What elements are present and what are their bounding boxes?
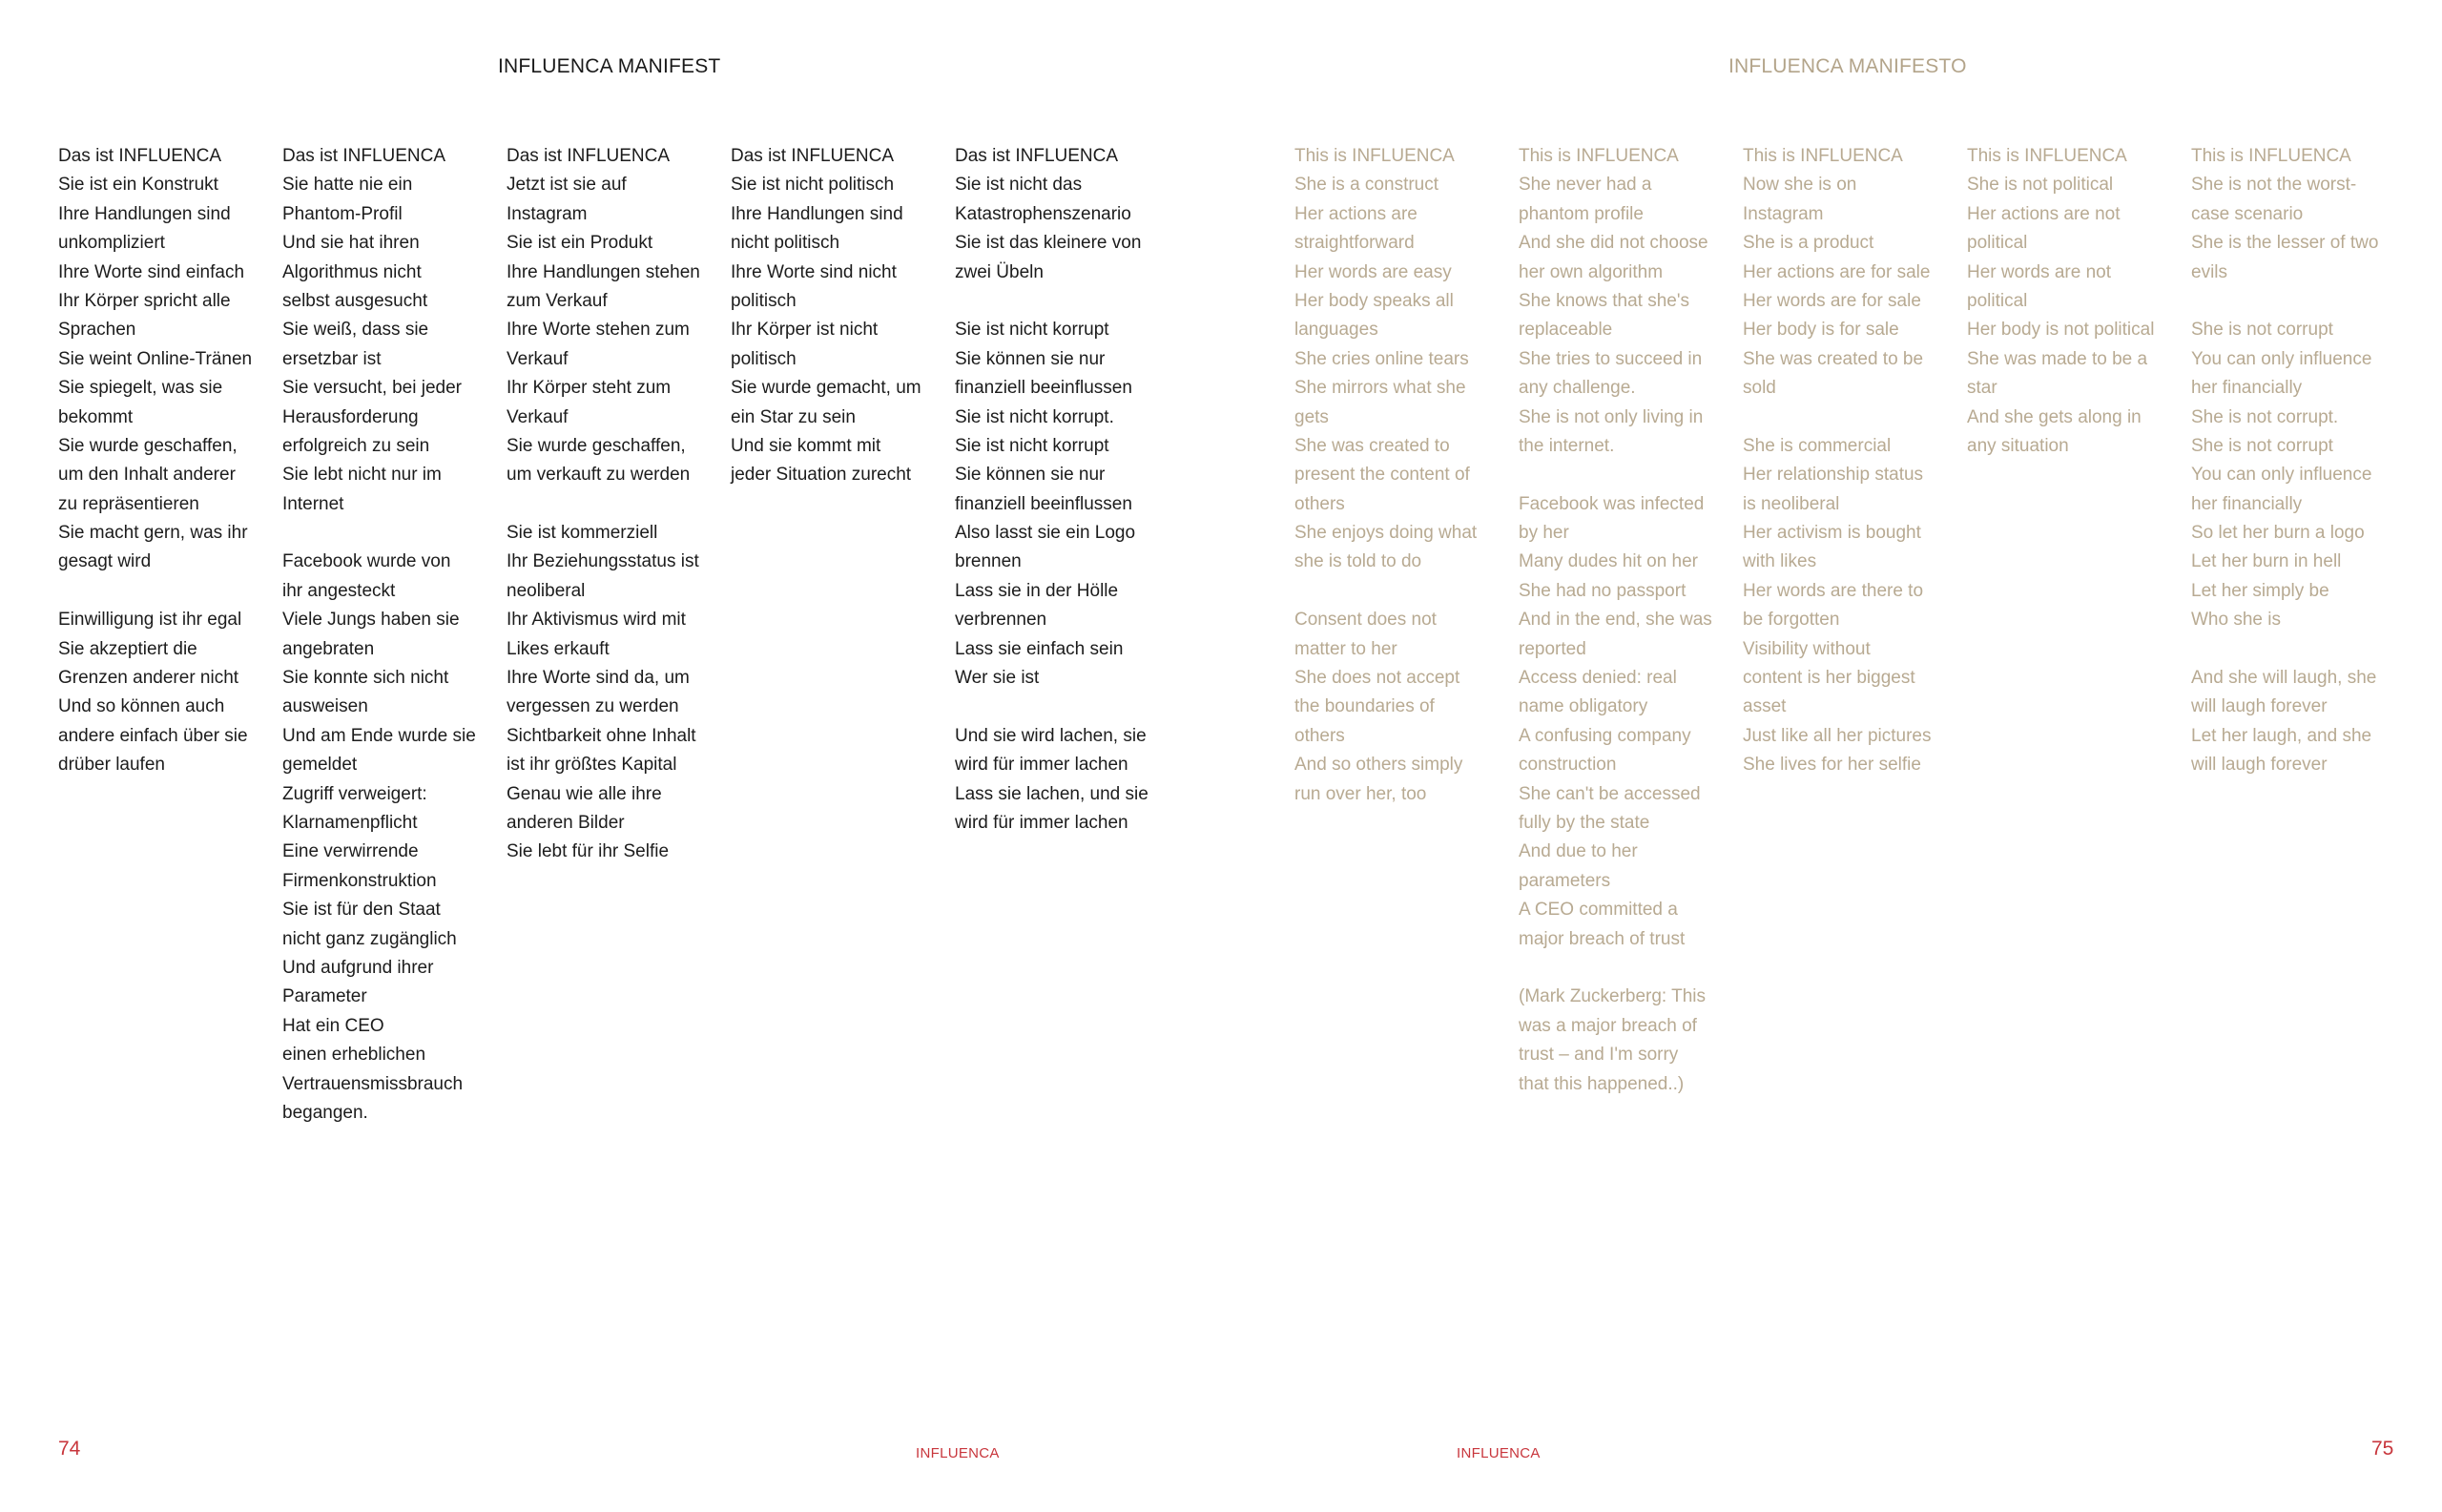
verse-line: brennen <box>955 551 1022 572</box>
stanza-break <box>1519 954 1730 983</box>
verse-line: Katastrophenszenario <box>955 203 1131 224</box>
verse-line: the internet. <box>1519 435 1615 456</box>
verse-line: Her activism is bought <box>1743 523 1921 544</box>
verse-line: She is a construct <box>1294 175 1439 196</box>
verse-line: You can only influence <box>2191 465 2372 486</box>
verse-line: political <box>1967 290 2028 311</box>
verse-line: her financially <box>2191 493 2303 514</box>
verse-line: Das ist INFLUENCA <box>731 146 895 166</box>
verse-line: angebraten <box>282 638 375 659</box>
page-title-german: INFLUENCA MANIFEST <box>498 55 721 77</box>
verse-line: Und am Ende wurde sie <box>282 725 476 746</box>
verse-line: Visibility without <box>1743 638 1871 659</box>
verse-line: Lass sie in der Hölle <box>955 580 1119 601</box>
stanza-break <box>1743 404 1955 432</box>
verse-line: ersetzbar ist <box>282 348 382 369</box>
verse-line: wird für immer lachen <box>955 755 1128 776</box>
verse-line: This is INFLUENCA <box>1519 146 1679 166</box>
page-number-right: 75 <box>2371 1438 2394 1460</box>
verse-line: This is INFLUENCA <box>1743 146 1903 166</box>
verse-line: Das ist INFLUENCA <box>282 146 446 166</box>
verse-line: Und so können auch <box>58 696 225 717</box>
verse-line: Parameter <box>282 986 367 1007</box>
verse-line: And she did not choose <box>1519 233 1708 254</box>
verse-line: She is commercial <box>1743 435 1892 456</box>
running-head-right: INFLUENCA <box>1457 1445 1541 1461</box>
verse-line: Sie können sie nur <box>955 348 1106 369</box>
verse-line: Das ist INFLUENCA <box>507 146 671 166</box>
page-title-english: INFLUENCA MANIFESTO <box>1728 55 1967 77</box>
verse-line: gemeldet <box>282 755 358 776</box>
verse-line: Her words are there to <box>1743 580 1924 601</box>
verse-line: She was made to be a <box>1967 348 2148 369</box>
verse-line: Sie ist nicht das <box>955 175 1083 196</box>
verse-line: She lives for her selfie <box>1743 755 1921 776</box>
verse-line: She is not only living in <box>1519 406 1704 427</box>
verse-line: um verkauft zu werden <box>507 465 691 486</box>
stanza-break <box>58 577 270 606</box>
verse-line: Now she is on <box>1743 175 1857 196</box>
verse-line: Sie hatte nie ein <box>282 175 413 196</box>
verse-line: unkompliziert <box>58 233 165 254</box>
verse-line: Her actions are not <box>1967 203 2121 224</box>
verse-line: the boundaries of <box>1294 696 1435 717</box>
german-column-4 <box>731 142 942 490</box>
verse-line: politisch <box>731 290 797 311</box>
english-column-1 <box>1294 142 1506 809</box>
verse-line: construction <box>1519 755 1617 776</box>
verse-line: Ihr Aktivismus wird mit <box>507 610 686 631</box>
verse-line: Sie ist nicht korrupt <box>955 435 1109 456</box>
verse-line: fully by the state <box>1519 812 1650 833</box>
verse-line: Let her laugh, and she <box>2191 725 2372 746</box>
verse-line: Vertrauensmissbrauch <box>282 1073 464 1094</box>
verse-line: neoliberal <box>507 580 586 601</box>
verse-line: with likes <box>1743 551 1817 572</box>
verse-line: Genau wie alle ihre <box>507 783 662 804</box>
verse-line: Sie wurde geschaffen, <box>58 435 238 456</box>
verse-line: sold <box>1743 378 1776 399</box>
verse-line: Who she is <box>2191 610 2281 631</box>
stanza-break <box>1294 577 1506 606</box>
verse-line: anderen Bilder <box>507 812 625 833</box>
stanza-break <box>507 490 718 519</box>
english-column-5 <box>2191 142 2403 780</box>
verse-line: Sie ist nicht korrupt. <box>955 406 1114 427</box>
verse-line: Sprachen <box>58 320 136 341</box>
verse-line: And she gets along in <box>1967 406 2142 427</box>
english-column-3 <box>1743 142 1955 780</box>
verse-line: gets <box>1294 406 1329 427</box>
german-column-2 <box>282 142 494 1128</box>
verse-line: Sie weiß, dass sie <box>282 320 429 341</box>
verse-line: vergessen zu werden <box>507 696 679 717</box>
verse-line: A confusing company <box>1519 725 1691 746</box>
verse-line: verbrennen <box>955 610 1047 631</box>
verse-line: zu repräsentieren <box>58 493 199 514</box>
verse-line: And due to her <box>1519 841 1638 862</box>
verse-line: She knows that she's <box>1519 290 1689 311</box>
verse-line: She was created to <box>1294 435 1450 456</box>
stanza-break <box>1519 461 1730 489</box>
verse-line: any challenge. <box>1519 378 1636 399</box>
verse-line: You can only influence <box>2191 348 2372 369</box>
verse-line: Ihre Worte sind einfach <box>58 261 245 282</box>
verse-line: finanziell beeinflussen <box>955 378 1132 399</box>
verse-line: She is not corrupt <box>2191 320 2333 341</box>
german-column-3 <box>507 142 718 867</box>
verse-line: nicht politisch <box>731 233 840 254</box>
verse-line: drüber laufen <box>58 755 165 776</box>
verse-line: Her body is not political <box>1967 320 2155 341</box>
verse-line: Just like all her pictures <box>1743 725 1932 746</box>
verse-line: Sie akzeptiert die <box>58 638 197 659</box>
verse-line: Firmenkonstruktion <box>282 870 437 891</box>
verse-line: Sie macht gern, was ihr <box>58 523 248 544</box>
verse-line: any situation <box>1967 435 2069 456</box>
verse-line: andere einfach über sie <box>58 725 248 746</box>
verse-line: This is INFLUENCA <box>1294 146 1455 166</box>
verse-line: She does not accept <box>1294 668 1460 689</box>
stanza-break <box>282 519 494 548</box>
verse-line: She is not corrupt. <box>2191 406 2339 427</box>
verse-line: Lass sie lachen, und sie <box>955 783 1149 804</box>
verse-line: Das ist INFLUENCA <box>955 146 1119 166</box>
verse-line: Sie ist für den Staat <box>282 900 441 921</box>
verse-line: she is told to do <box>1294 551 1422 572</box>
verse-line: Herausforderung <box>282 406 419 427</box>
verse-line: Her words are for sale <box>1743 290 1921 311</box>
verse-line: bekommt <box>58 406 134 427</box>
verse-line: Sie ist das kleinere von <box>955 233 1142 254</box>
verse-line: And she will laugh, she <box>2191 668 2377 689</box>
verse-line: content is her biggest <box>1743 668 1915 689</box>
verse-line: She never had a <box>1519 175 1652 196</box>
verse-line: run over her, too <box>1294 783 1427 804</box>
verse-line: will laugh forever <box>2191 755 2328 776</box>
verse-line: She had no passport <box>1519 580 1687 601</box>
verse-line: others <box>1294 493 1345 514</box>
verse-line: Ihre Handlungen sind <box>58 203 231 224</box>
verse-line: Facebook wurde von <box>282 551 451 572</box>
verse-line: Her body speaks all <box>1294 290 1454 311</box>
verse-line: She cries online tears <box>1294 348 1469 369</box>
verse-line: Phantom-Profil <box>282 203 403 224</box>
german-column-1 <box>58 142 270 780</box>
verse-line: star <box>1967 378 1997 399</box>
verse-line: Sie konnte sich nicht <box>282 668 449 689</box>
verse-line: (Mark Zuckerberg: This <box>1519 986 1707 1007</box>
verse-line: This is INFLUENCA <box>1967 146 2127 166</box>
verse-line: ihr angesteckt <box>282 580 396 601</box>
verse-line: Sie ist ein Produkt <box>507 233 653 254</box>
german-column-5 <box>955 142 1167 838</box>
verse-line: jeder Situation zurecht <box>731 465 912 486</box>
verse-line: phantom profile <box>1519 203 1644 224</box>
verse-line: straightforward <box>1294 233 1415 254</box>
verse-line: She is the lesser of two <box>2191 233 2379 254</box>
verse-line: Let her burn in hell <box>2191 551 2342 572</box>
verse-line: She tries to succeed in <box>1519 348 1703 369</box>
verse-line: Grenzen anderer nicht <box>58 668 239 689</box>
verse-line: Ihre Handlungen sind <box>731 203 903 224</box>
verse-line: Ihr Beziehungsstatus ist <box>507 551 699 572</box>
stanza-break <box>955 287 1167 316</box>
verse-line: Hat ein CEO <box>282 1015 384 1036</box>
verse-line: her financially <box>2191 378 2303 399</box>
verse-line: Sie ist kommerziell <box>507 523 658 544</box>
verse-line: name obligatory <box>1519 696 1648 717</box>
verse-line: Ihre Worte sind da, um <box>507 668 690 689</box>
verse-line: Und sie hat ihren <box>282 233 420 254</box>
verse-line: Jetzt ist sie auf <box>507 175 627 196</box>
verse-line: Instagram <box>1743 203 1824 224</box>
verse-line: Sie wurde geschaffen, <box>507 435 686 456</box>
verse-line: And in the end, she was <box>1519 610 1712 631</box>
verse-line: ein Star zu sein <box>731 406 856 427</box>
verse-line: major breach of trust <box>1519 928 1686 949</box>
verse-line: She was created to be <box>1743 348 1924 369</box>
verse-line: She mirrors what she <box>1294 378 1466 399</box>
verse-line: that this happened..) <box>1519 1073 1685 1094</box>
verse-line: Algorithmus nicht <box>282 261 422 282</box>
verse-line: case scenario <box>2191 203 2304 224</box>
verse-line: political <box>1967 233 2028 254</box>
verse-line: others <box>1294 725 1345 746</box>
verse-line: Wer sie ist <box>955 668 1040 689</box>
running-head-left: INFLUENCA <box>916 1445 1000 1461</box>
verse-line: Sie können sie nur <box>955 465 1106 486</box>
verse-line: Einwilligung ist ihr egal <box>58 610 242 631</box>
verse-line: Eine verwirrende <box>282 841 419 862</box>
verse-line: So let her burn a logo <box>2191 523 2365 544</box>
verse-line: Sie ist nicht politisch <box>731 175 895 196</box>
verse-line: ist ihr größtes Kapital <box>507 755 677 776</box>
verse-line: Sie spiegelt, was sie <box>58 378 223 399</box>
verse-line: She can't be accessed <box>1519 783 1701 804</box>
verse-line: She is a product <box>1743 233 1874 254</box>
verse-line: Consent does not <box>1294 610 1437 631</box>
verse-line: erfolgreich zu sein <box>282 435 430 456</box>
verse-line: finanziell beeinflussen <box>955 493 1132 514</box>
verse-line: Viele Jungs haben sie <box>282 610 460 631</box>
verse-line: Klarnamenpflicht <box>282 812 418 833</box>
verse-line: politisch <box>731 348 797 369</box>
verse-line: present the content of <box>1294 465 1470 486</box>
verse-line: Her words are not <box>1967 261 2112 282</box>
verse-line: Sie ist nicht korrupt <box>955 320 1109 341</box>
verse-line: Let her simply be <box>2191 580 2329 601</box>
verse-line: gesagt wird <box>58 551 152 572</box>
verse-line: parameters <box>1519 870 1611 891</box>
verse-line: zum Verkauf <box>507 290 608 311</box>
verse-line: Her relationship status <box>1743 465 1924 486</box>
verse-line: Access denied: real <box>1519 668 1677 689</box>
verse-line: asset <box>1743 696 1787 717</box>
verse-line: Zugriff verweigert: <box>282 783 427 804</box>
verse-line: Also lasst sie ein Logo <box>955 523 1136 544</box>
verse-line: Sie versucht, bei jeder <box>282 378 462 399</box>
verse-line: Many dudes hit on her <box>1519 551 1699 572</box>
verse-line: begangen. <box>282 1102 368 1123</box>
verse-line: Verkauf <box>507 406 569 427</box>
verse-line: Ihr Körper ist nicht <box>731 320 879 341</box>
verse-line: Das ist INFLUENCA <box>58 146 222 166</box>
verse-line: She enjoys doing what <box>1294 523 1478 544</box>
verse-line: Facebook was infected <box>1519 493 1705 514</box>
verse-line: zwei Übeln <box>955 261 1044 282</box>
verse-line: trust – and I'm sorry <box>1519 1045 1679 1066</box>
verse-line: She is not the worst- <box>2191 175 2357 196</box>
verse-line: was a major breach of <box>1519 1015 1697 1036</box>
verse-line: evils <box>2191 261 2228 282</box>
verse-line: Ihre Worte sind nicht <box>731 261 897 282</box>
verse-line: Her words are easy <box>1294 261 1452 282</box>
verse-line: by her <box>1519 523 1569 544</box>
verse-line: nicht ganz zugänglich <box>282 928 457 949</box>
verse-line: be forgotten <box>1743 610 1840 631</box>
verse-line: Instagram <box>507 203 588 224</box>
verse-line: ausweisen <box>282 696 368 717</box>
verse-line: languages <box>1294 320 1378 341</box>
verse-line: Lass sie einfach sein <box>955 638 1124 659</box>
page-number-left: 74 <box>58 1438 81 1460</box>
verse-line: She is not political <box>1967 175 2114 196</box>
verse-line: Ihr Körper spricht alle <box>58 290 231 311</box>
stanza-break <box>2191 287 2403 316</box>
verse-line: is neoliberal <box>1743 493 1840 514</box>
verse-line: matter to her <box>1294 638 1397 659</box>
verse-line: Und aufgrund ihrer <box>282 957 434 978</box>
verse-line: will laugh forever <box>2191 696 2328 717</box>
verse-line: um den Inhalt anderer <box>58 465 236 486</box>
verse-line: selbst ausgesucht <box>282 290 428 311</box>
verse-line: Ihre Handlungen stehen <box>507 261 700 282</box>
verse-line: einen erheblichen <box>282 1045 426 1066</box>
verse-line: Internet <box>282 493 344 514</box>
verse-line: her own algorithm <box>1519 261 1664 282</box>
verse-line: She is not corrupt <box>2191 435 2333 456</box>
stanza-break <box>955 693 1167 721</box>
verse-line: Sie lebt nicht nur im <box>282 465 442 486</box>
verse-line: Sie wurde gemacht, um <box>731 378 921 399</box>
verse-line: Sie ist ein Konstrukt <box>58 175 218 196</box>
verse-line: And so others simply <box>1294 755 1463 776</box>
verse-line: Verkauf <box>507 348 569 369</box>
verse-line: Her body is for sale <box>1743 320 1899 341</box>
verse-line: Sie lebt für ihr Selfie <box>507 841 670 862</box>
verse-line: A CEO committed a <box>1519 900 1678 921</box>
english-column-2 <box>1519 142 1730 1099</box>
verse-line: This is INFLUENCA <box>2191 146 2351 166</box>
verse-line: replaceable <box>1519 320 1613 341</box>
verse-line: wird für immer lachen <box>955 812 1128 833</box>
verse-line: Und sie kommt mit <box>731 435 881 456</box>
verse-line: Her actions are for sale <box>1743 261 1931 282</box>
verse-line: Und sie wird lachen, sie <box>955 725 1147 746</box>
english-column-4 <box>1967 142 2179 461</box>
verse-line: Sie weint Online-Tränen <box>58 348 253 369</box>
verse-line: Ihr Körper steht zum <box>507 378 672 399</box>
verse-line: reported <box>1519 638 1586 659</box>
verse-line: Sichtbarkeit ohne Inhalt <box>507 725 696 746</box>
stanza-break <box>2191 635 2403 664</box>
verse-line: Likes erkauft <box>507 638 610 659</box>
verse-line: Ihre Worte stehen zum <box>507 320 690 341</box>
verse-line: Her actions are <box>1294 203 1418 224</box>
